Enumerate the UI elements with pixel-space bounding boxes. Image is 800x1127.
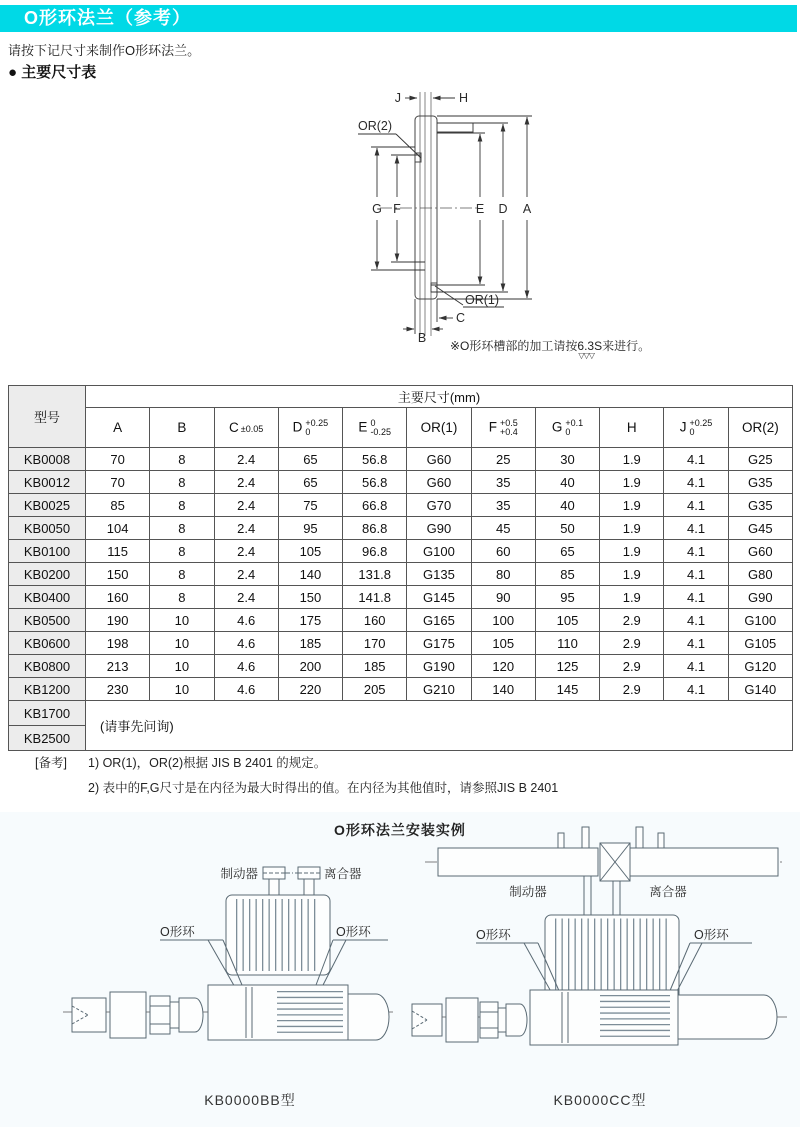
col-header-j: J +0.25 0 bbox=[664, 408, 728, 448]
value-cell: 75 bbox=[278, 494, 342, 517]
value-cell: 2.9 bbox=[600, 632, 664, 655]
model-cell: KB0012 bbox=[9, 471, 86, 494]
page-title: O形环法兰（参考） bbox=[0, 5, 797, 32]
value-cell: G105 bbox=[728, 632, 792, 655]
value-cell: 4.1 bbox=[664, 448, 728, 471]
flange-plate bbox=[415, 116, 437, 299]
value-cell: 4.1 bbox=[664, 563, 728, 586]
value-cell: 104 bbox=[86, 517, 150, 540]
dim-label-j: J bbox=[394, 91, 401, 105]
remarks-list bbox=[88, 753, 558, 803]
value-cell: 35 bbox=[471, 494, 535, 517]
value-cell: 1.9 bbox=[600, 540, 664, 563]
dim-label-or2: OR(2) bbox=[358, 119, 393, 133]
value-cell: 185 bbox=[278, 632, 342, 655]
col-header-b: B bbox=[150, 408, 214, 448]
value-cell: 45 bbox=[471, 517, 535, 540]
table-row bbox=[9, 471, 793, 494]
value-cell: 2.4 bbox=[214, 586, 278, 609]
value-cell: 175 bbox=[278, 609, 342, 632]
value-cell: G135 bbox=[407, 563, 471, 586]
value-cell: G140 bbox=[728, 678, 792, 701]
value-cell: 2.4 bbox=[214, 517, 278, 540]
value-cell: 120 bbox=[471, 655, 535, 678]
value-cell: 95 bbox=[535, 586, 599, 609]
table-body bbox=[9, 448, 793, 751]
value-cell: 50 bbox=[535, 517, 599, 540]
value-cell: 8 bbox=[150, 494, 214, 517]
value-cell: 1.9 bbox=[600, 494, 664, 517]
value-cell: G90 bbox=[728, 586, 792, 609]
model-cell: KB1200 bbox=[9, 678, 86, 701]
value-cell: 40 bbox=[535, 471, 599, 494]
value-cell: 160 bbox=[343, 609, 407, 632]
value-cell: 65 bbox=[535, 540, 599, 563]
remark-item: 2) 表中的F,G尺寸是在内径为最大时得出的值。在内径为其他值时，请参照JIS B 2401 bbox=[88, 781, 559, 795]
bb-clutch-label: 离合器 bbox=[324, 867, 362, 881]
value-cell: 213 bbox=[86, 655, 150, 678]
value-cell: 8 bbox=[150, 540, 214, 563]
value-cell: 95 bbox=[278, 517, 342, 540]
value-cell: 70 bbox=[86, 471, 150, 494]
value-cell: 56.8 bbox=[343, 471, 407, 494]
value-cell: 65 bbox=[278, 448, 342, 471]
value-cell: 10 bbox=[150, 632, 214, 655]
value-cell: 10 bbox=[150, 678, 214, 701]
table-row bbox=[9, 609, 793, 632]
value-cell: 4.1 bbox=[664, 678, 728, 701]
value-cell: 105 bbox=[535, 609, 599, 632]
table-row bbox=[9, 678, 793, 701]
value-cell: 90 bbox=[471, 586, 535, 609]
dim-label-d: D bbox=[498, 202, 508, 216]
value-cell: 4.1 bbox=[664, 609, 728, 632]
value-cell: G100 bbox=[407, 540, 471, 563]
dimensions-table bbox=[8, 385, 793, 751]
value-cell: 1.9 bbox=[600, 563, 664, 586]
table-row bbox=[9, 632, 793, 655]
value-cell: 100 bbox=[471, 609, 535, 632]
dims-group-header: 主要尺寸(mm) bbox=[86, 386, 793, 408]
value-cell: 80 bbox=[471, 563, 535, 586]
value-cell: G165 bbox=[407, 609, 471, 632]
value-cell: 4.1 bbox=[664, 471, 728, 494]
section-heading-label: 主要尺寸表 bbox=[21, 64, 97, 81]
value-cell: 2.4 bbox=[214, 448, 278, 471]
bullet-icon: ● bbox=[8, 64, 18, 81]
value-cell: 2.4 bbox=[214, 563, 278, 586]
value-cell: 2.9 bbox=[600, 609, 664, 632]
model-cell: KB1700 bbox=[9, 701, 86, 726]
installation-example-bb-drawing bbox=[58, 845, 398, 1085]
model-header: 型号 bbox=[9, 386, 86, 448]
table-row bbox=[9, 540, 793, 563]
value-cell: 4.1 bbox=[664, 655, 728, 678]
value-cell: 115 bbox=[86, 540, 150, 563]
value-cell: G45 bbox=[728, 517, 792, 540]
value-cell: 10 bbox=[150, 655, 214, 678]
value-cell: 140 bbox=[278, 563, 342, 586]
value-cell: 8 bbox=[150, 517, 214, 540]
value-cell: 4.1 bbox=[664, 517, 728, 540]
value-cell: 70 bbox=[86, 448, 150, 471]
value-cell: G60 bbox=[407, 471, 471, 494]
value-cell: 96.8 bbox=[343, 540, 407, 563]
dim-label-h: H bbox=[459, 91, 469, 105]
col-header-e: E 0 -0.25 bbox=[343, 408, 407, 448]
value-cell: G80 bbox=[728, 563, 792, 586]
value-cell: 205 bbox=[343, 678, 407, 701]
value-cell: 110 bbox=[535, 632, 599, 655]
value-cell: G210 bbox=[407, 678, 471, 701]
value-cell: 131.8 bbox=[343, 563, 407, 586]
value-cell: 65 bbox=[278, 471, 342, 494]
value-cell: 8 bbox=[150, 448, 214, 471]
table-row bbox=[9, 448, 793, 471]
value-cell: G190 bbox=[407, 655, 471, 678]
inquiry-cell: (请事先问询) bbox=[86, 701, 793, 751]
model-cell: KB0100 bbox=[9, 540, 86, 563]
value-cell: 4.1 bbox=[664, 494, 728, 517]
note-prefix: ※O形环槽部的加工请按 bbox=[450, 339, 578, 353]
flange-dimension-diagram bbox=[322, 84, 590, 376]
value-cell: G145 bbox=[407, 586, 471, 609]
cc-oring-left-label: O形环 bbox=[476, 928, 511, 942]
installation-example-cc-drawing bbox=[410, 823, 795, 1090]
remark-item: 1) OR(1)，OR(2)根据 JIS B 2401 的规定。 bbox=[88, 756, 327, 770]
model-cell: KB0400 bbox=[9, 586, 86, 609]
value-cell: 185 bbox=[343, 655, 407, 678]
value-cell: 85 bbox=[86, 494, 150, 517]
value-cell: 85 bbox=[535, 563, 599, 586]
table-row bbox=[9, 494, 793, 517]
value-cell: 141.8 bbox=[343, 586, 407, 609]
col-header-or1: OR(1) bbox=[407, 408, 471, 448]
bb-oring-right-label: O形环 bbox=[336, 925, 371, 939]
roughness-mark-icon: ▽▽▽ bbox=[578, 351, 594, 360]
table-row bbox=[9, 563, 793, 586]
value-cell: 198 bbox=[86, 632, 150, 655]
value-cell: 140 bbox=[471, 678, 535, 701]
model-cell: KB0050 bbox=[9, 517, 86, 540]
cc-brake-label: 制动器 bbox=[509, 885, 547, 899]
dim-label-or1: OR(1) bbox=[465, 293, 500, 307]
value-cell: 4.6 bbox=[214, 678, 278, 701]
value-cell: 66.8 bbox=[343, 494, 407, 517]
cc-clutch-label: 离合器 bbox=[649, 885, 687, 899]
model-cell: KB0008 bbox=[9, 448, 86, 471]
value-cell: 220 bbox=[278, 678, 342, 701]
value-cell: 2.4 bbox=[214, 494, 278, 517]
value-cell: 56.8 bbox=[343, 448, 407, 471]
flange-cross-section-drawing bbox=[322, 84, 590, 376]
col-header-g: G +0.1 0 bbox=[535, 408, 599, 448]
value-cell: 1.9 bbox=[600, 586, 664, 609]
value-cell: 4.6 bbox=[214, 655, 278, 678]
examples-title: O形环法兰安装实例 bbox=[334, 822, 466, 838]
cc-oring-right-label: O形环 bbox=[694, 928, 729, 942]
dim-label-a: A bbox=[522, 202, 532, 216]
col-header-or2: OR(2) bbox=[728, 408, 792, 448]
value-cell: 10 bbox=[150, 609, 214, 632]
col-header-f: F +0.5 +0.4 bbox=[471, 408, 535, 448]
value-cell: 4.6 bbox=[214, 609, 278, 632]
value-cell: G175 bbox=[407, 632, 471, 655]
roughness-value: 6.3S bbox=[577, 339, 603, 353]
installation-examples-section bbox=[0, 812, 800, 1127]
value-cell: 2.4 bbox=[214, 471, 278, 494]
model-cell: KB2500 bbox=[9, 726, 86, 751]
value-cell: 25 bbox=[471, 448, 535, 471]
machining-note bbox=[450, 337, 651, 360]
dim-label-e: E bbox=[475, 202, 485, 216]
value-cell: 2.4 bbox=[214, 540, 278, 563]
value-cell: 8 bbox=[150, 471, 214, 494]
intro-text: 请按下记尺寸来制作O形环法兰。 bbox=[8, 43, 201, 58]
table-row bbox=[9, 655, 793, 678]
value-cell: 4.1 bbox=[664, 540, 728, 563]
value-cell: 125 bbox=[535, 655, 599, 678]
col-header-a: A bbox=[86, 408, 150, 448]
dim-label-g: G bbox=[372, 202, 382, 216]
value-cell: 4.1 bbox=[664, 586, 728, 609]
value-cell: 105 bbox=[471, 632, 535, 655]
model-cell: KB0500 bbox=[9, 609, 86, 632]
value-cell: 40 bbox=[535, 494, 599, 517]
col-header-h: H bbox=[600, 408, 664, 448]
value-cell: 8 bbox=[150, 563, 214, 586]
table-row bbox=[9, 517, 793, 540]
value-cell: 2.9 bbox=[600, 678, 664, 701]
model-cell: KB0600 bbox=[9, 632, 86, 655]
value-cell: G70 bbox=[407, 494, 471, 517]
value-cell: 170 bbox=[343, 632, 407, 655]
value-cell: 230 bbox=[86, 678, 150, 701]
table-row bbox=[9, 586, 793, 609]
section-heading bbox=[8, 61, 96, 82]
note-suffix: 来进行。 bbox=[602, 339, 651, 353]
value-cell: 8 bbox=[150, 586, 214, 609]
value-cell: 35 bbox=[471, 471, 535, 494]
value-cell: 1.9 bbox=[600, 448, 664, 471]
dim-label-c: C bbox=[456, 311, 466, 325]
value-cell: 150 bbox=[278, 586, 342, 609]
value-cell: 1.9 bbox=[600, 471, 664, 494]
value-cell: G60 bbox=[728, 540, 792, 563]
bb-oring-left-label: O形环 bbox=[160, 925, 195, 939]
remarks-label: [备考] bbox=[35, 756, 67, 770]
col-header-c: C ±0.05 bbox=[214, 408, 278, 448]
value-cell: 30 bbox=[535, 448, 599, 471]
value-cell: 145 bbox=[535, 678, 599, 701]
value-cell: 4.1 bbox=[664, 632, 728, 655]
value-cell: 2.9 bbox=[600, 655, 664, 678]
value-cell: 200 bbox=[278, 655, 342, 678]
dim-label-b: B bbox=[417, 331, 427, 345]
value-cell: 4.6 bbox=[214, 632, 278, 655]
value-cell: G35 bbox=[728, 494, 792, 517]
value-cell: 190 bbox=[86, 609, 150, 632]
model-cell: KB0200 bbox=[9, 563, 86, 586]
caption-cc-type: KB0000CC型 bbox=[553, 1092, 647, 1108]
bb-brake-label: 制动器 bbox=[220, 867, 258, 881]
col-header-row bbox=[9, 408, 793, 448]
value-cell: G90 bbox=[407, 517, 471, 540]
value-cell: 86.8 bbox=[343, 517, 407, 540]
col-header-d: D +0.25 0 bbox=[278, 408, 342, 448]
value-cell: G60 bbox=[407, 448, 471, 471]
value-cell: 160 bbox=[86, 586, 150, 609]
value-cell: 150 bbox=[86, 563, 150, 586]
value-cell: 105 bbox=[278, 540, 342, 563]
value-cell: 60 bbox=[471, 540, 535, 563]
model-cell: KB0800 bbox=[9, 655, 86, 678]
table-row bbox=[9, 701, 793, 726]
value-cell: G35 bbox=[728, 471, 792, 494]
model-cell: KB0025 bbox=[9, 494, 86, 517]
caption-bb-type: KB0000BB型 bbox=[204, 1092, 296, 1108]
value-cell: G100 bbox=[728, 609, 792, 632]
dim-label-f: F bbox=[393, 202, 401, 216]
value-cell: 1.9 bbox=[600, 517, 664, 540]
value-cell: G120 bbox=[728, 655, 792, 678]
value-cell: G25 bbox=[728, 448, 792, 471]
